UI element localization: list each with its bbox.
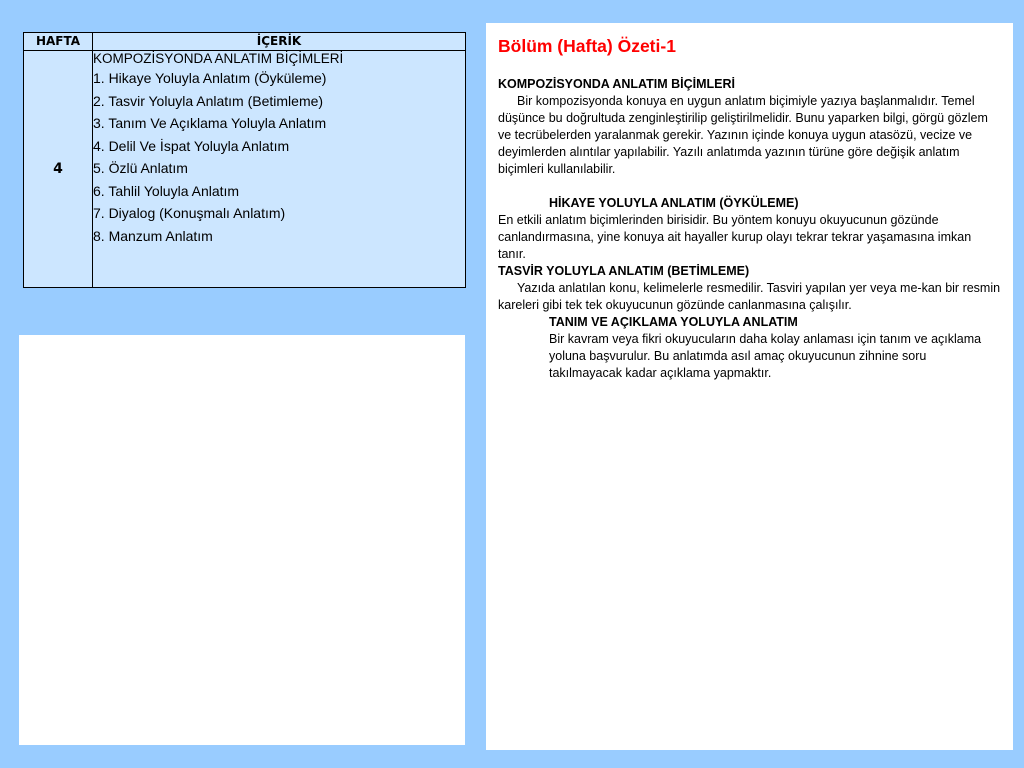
list-item: 4. Delil Ve İspat Yoluyla Anlatım: [93, 137, 290, 154]
content-title: KOMPOZİSYONDA ANLATIM BİÇİMLERİ: [93, 51, 344, 66]
blank-panel: [19, 335, 465, 745]
section-text-hikaye: En etkili anlatım biçimlerinden birisidir. Bu yöntem konuyu okuyucunun gözünde canlandırmasına, yine konuya ait hayaller kurup olayı tekrar tekrar yaşamasına imkan tanır.: [498, 213, 972, 261]
table-row: [24, 51, 466, 288]
list-item: 3. Tanım Ve Açıklama Yoluyla Anlatım: [93, 115, 327, 131]
weekly-content-table: [23, 32, 466, 288]
table-header-row: [24, 33, 466, 51]
section-text-tanim: Bir kavram veya fikri okuyucuların daha kolay anlaması için tanım ve açıklama yoluna başvurulur. Bu anlatımda asıl amaç okuyucunun zihnine soru takılmayacak kadar açıklama yapmaktır.: [549, 332, 982, 380]
content-list: [93, 67, 465, 247]
section-text-tasvir: Yazıda anlatılan konu, kelimelerle resmedilir. Tasviri yapılan yer veya me-kan bir resmin kareleri gibi tek tek okuyucunun gözünde canlanmasına çalışılır.: [498, 281, 1001, 312]
content-cell: [93, 51, 466, 288]
list-item: 8. Manzum Anlatım: [93, 227, 213, 244]
spacer: [498, 178, 1001, 195]
list-item: 1. Hikaye Yoluyla Anlatım (Öyküleme): [93, 70, 327, 86]
section-text-main: Bir kompozisyonda konuya en uygun anlatım biçimiyle yazıya başlanmalıdır. Temel düşünce bu doğrultuda zenginleştirilip geliştirilmelidir. Bunu yaparken bilgi, görgü gözlem ve tecrübelerden yaralanmak gerekir. Yazının içinde konuya uygun atasözü, vecize ve deyimlerden alıntılar yapılabilir. Yazılı anlatımda yazının türüne göre değişik anlatım biçimleri kullanılabilir.: [498, 94, 988, 176]
list-item: 6. Tahlil Yoluyla Anlatım: [93, 182, 240, 199]
summary-panel: [486, 23, 1013, 750]
section-heading-tasvir: TASVİR YOLUYLA ANLATIM (BETİMLEME): [498, 264, 750, 278]
list-item: 5. Özlü Anlatım: [93, 160, 188, 176]
list-item: 7. Diyalog (Konuşmalı Anlatım): [93, 205, 286, 221]
section-heading-main: KOMPOZİSYONDA ANLATIM BİÇİMLERİ: [498, 77, 736, 91]
list-item: 2. Tasvir Yoluyla Anlatım (Betimleme): [93, 92, 324, 109]
summary-title: Bölüm (Hafta) Özeti-1: [498, 36, 676, 56]
section-heading-tanim: TANIM VE AÇIKLAMA YOLUYLA ANLATIM: [549, 315, 798, 329]
content-column-header: İÇERİK: [93, 33, 466, 51]
week-number-cell: 4: [24, 51, 93, 288]
section-heading-hikaye: HİKAYE YOLUYLA ANLATIM (ÖYKÜLEME): [549, 196, 799, 210]
week-column-header: HAFTA: [24, 33, 93, 51]
